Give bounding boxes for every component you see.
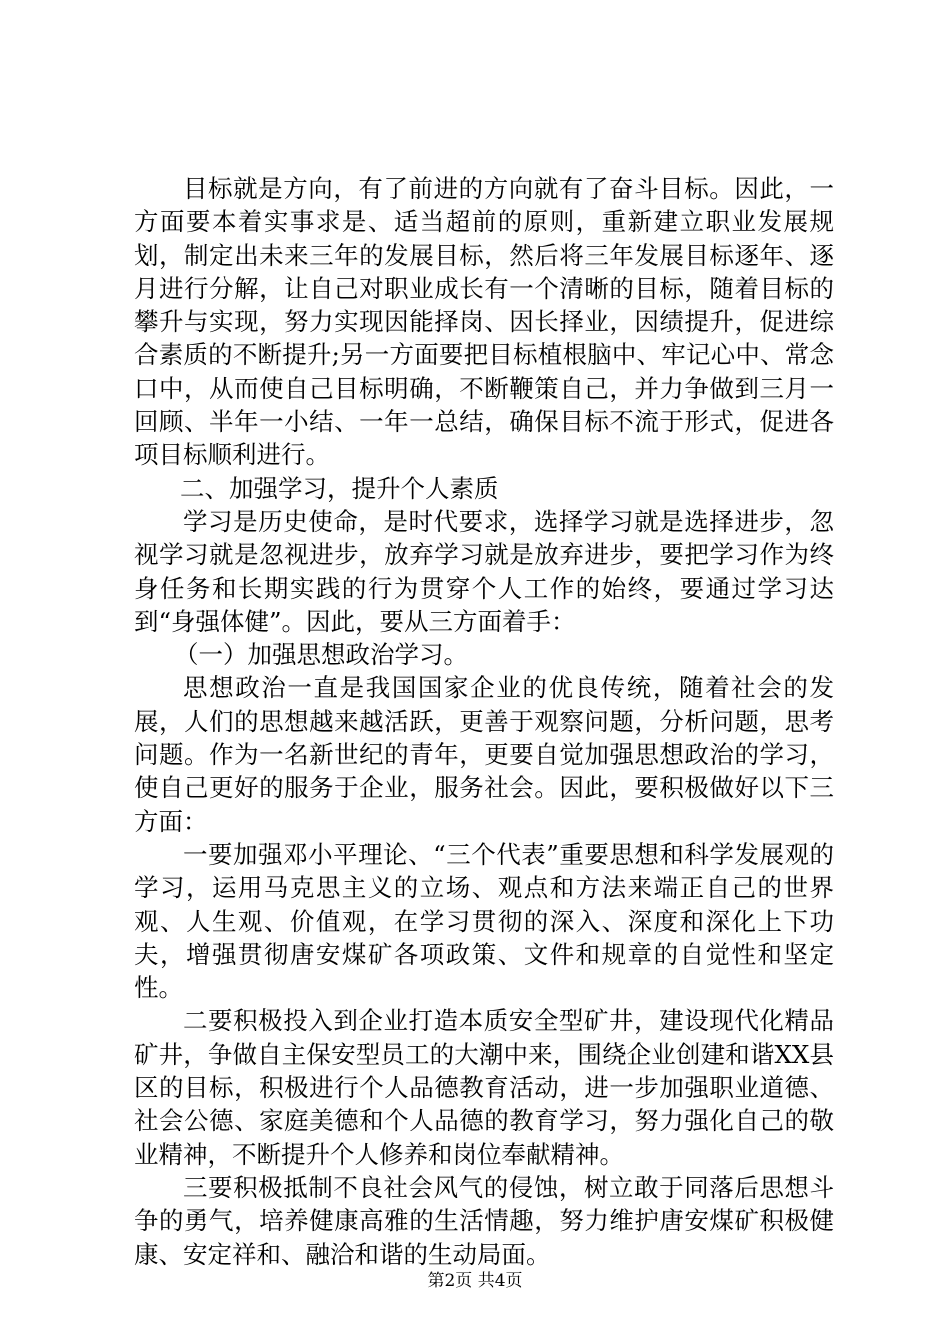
document-body [134,172,834,1271]
paragraph-goals: 目标就是方向，有了前进的方向就有了奋斗目标。因此，一方面要本着实事求是、适当超前的原则，重新建立职业发展规划，制定出未来三年的发展目标，然后将三年发展目标逐年、逐月进行分解，让自己对职业成长有一个清晰的目标，随着目标的攀升与实现，努力实现因能择岗、因长择业，因绩提升，促进综合素质的不断提升;另一方面要把目标植根脑中、牢记心中、常念口中，从而使自己目标明确，不断鞭策自己，并力争做到三月一回顾、半年一小结、一年一总结，确保目标不流于形式，促进各项目标顺利进行。 [134,174,834,470]
page-number-footer: 第2页 共4页 [427,1271,523,1291]
paragraph-point-two: 二要积极投入到企业打造本质安全型矿井，建设现代化精品矿井，争做自主保安型员工的大潮中来，围绕企业创建和谐XX县区的目标，积极进行个人品德教育活动，进一步加强职业道德、社会公德、家庭美德和个人品德的教育学习，努力强化自己的敬业精神，不断提升个人修养和岗位奉献精神。 [134,1006,834,1169]
paragraph-point-one: 一要加强邓小平理论、“三个代表”重要思想和科学发展观的学习，运用马克思主义的立场、观点和方法来端正自己的世界观、人生观、价值观，在学习贯彻的深入、深度和深化上下功夫，增强贯彻唐安煤矿各项政策、文件和规章的自觉性和坚定性。 [134,839,834,1003]
section-heading-study: 二、加强学习，提升个人素质 [180,473,499,503]
paragraph-political-study: 思想政治一直是我国国家企业的优良传统，随着社会的发展，人们的思想越来越活跃，更善于观察问题，分析问题，思考问题。作为一名新世纪的青年，更要自觉加强思想政治的学习，使自己更好的服务于企业，服务社会。因此，要积极做好以下三方面： [134,673,834,836]
subsection-heading-political-study: （一）加强思想政治学习。 [174,640,468,670]
paragraph-study-intro: 学习是历史使命，是时代要求，选择学习就是选择进步，忽视学习就是忽视进步，放弃学习就是放弃进步，要把学习作为终身任务和长期实践的行为贯穿个人工作的始终，要通过学习达到“身强体健”。因此，要从三方面着手： [134,506,834,636]
paragraph-point-three: 三要积极抵制不良社会风气的侵蚀，树立敢于同落后思想斗争的勇气，培养健康高雅的生活情趣，努力维护唐安煤矿积极健康、安定祥和、融洽和谐的生动局面。 [134,1172,834,1269]
